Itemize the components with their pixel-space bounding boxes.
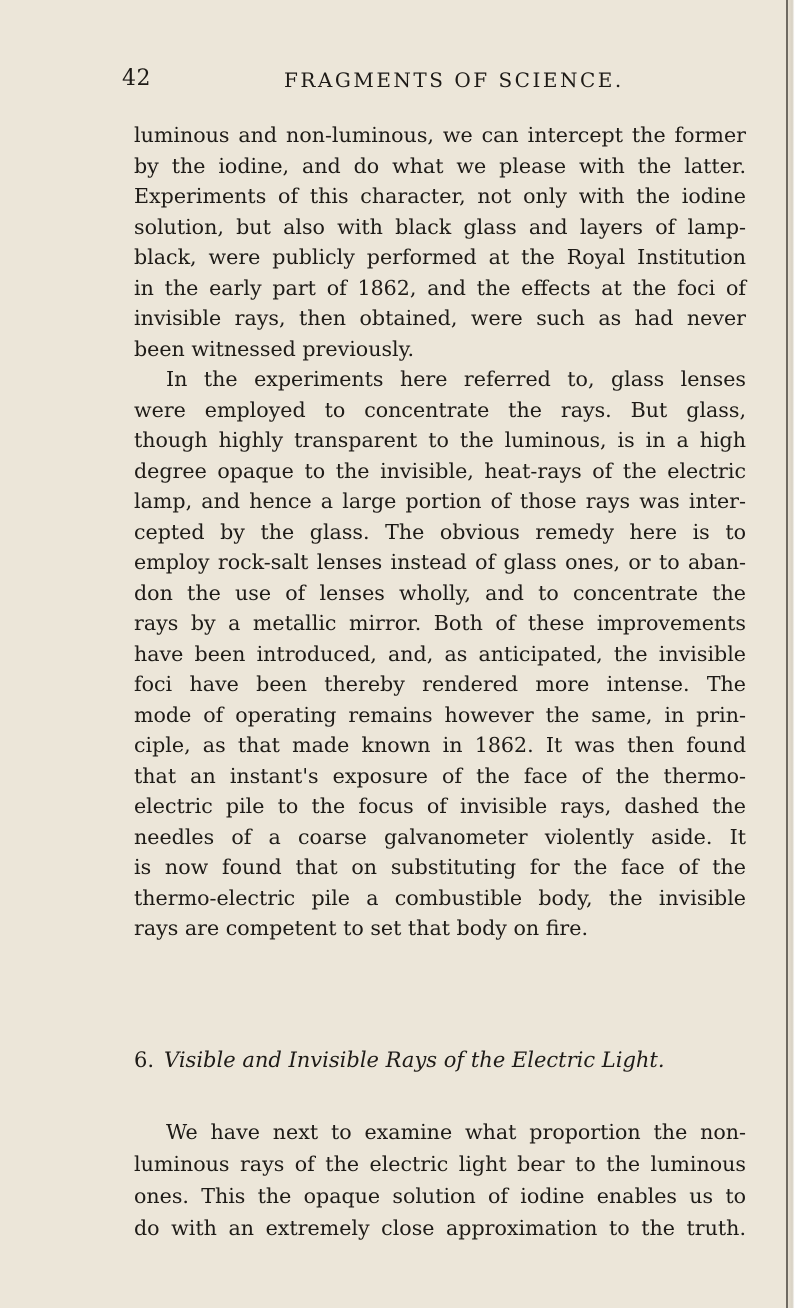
section-title: Visible and Invisible Rays of the Electric Light. — [164, 1048, 665, 1072]
text-line: that an instant's exposure of the face of the thermo- — [134, 763, 746, 788]
text-line: cepted by the glass. The obvious remedy here is to — [134, 519, 746, 544]
text-line: We have next to examine what proportion the non- — [166, 1120, 746, 1144]
text-line: lamp, and hence a large portion of those rays was inter- — [134, 489, 746, 513]
text-line: don the use of lenses wholly, and to concentrate the — [134, 580, 746, 605]
text-line: electric pile to the focus of invisible rays, dashed the — [134, 794, 746, 818]
text-line: ciple, as that made known in 1862. It was then found — [134, 733, 746, 757]
text-line: is now found that on substituting for the face of the — [134, 855, 746, 879]
text-line: do with an extremely close approximation to the truth. — [134, 1216, 746, 1240]
text-line: invisible rays, then obtained, were such as had never — [134, 306, 746, 330]
section-text — [134, 1116, 746, 1244]
section-heading — [134, 1043, 746, 1077]
page-number: 42 — [122, 66, 151, 91]
text-line: mode of operating remains however the same, in prin- — [134, 702, 746, 727]
page-edge — [786, 0, 800, 1308]
text-line: ones. This the opaque solution of iodine enables us to — [134, 1184, 746, 1208]
text-line: thermo-electric pile a combustible body, the invisible — [134, 885, 746, 910]
text-line: though highly transparent to the luminous, is in a high — [134, 428, 746, 452]
text-line: In the experiments here referred to, glass lenses — [166, 367, 746, 391]
main-text — [134, 120, 746, 944]
page-edge-shadow — [786, 0, 788, 1308]
text-line: degree opaque to the invisible, heat-rays of the electric — [134, 458, 746, 483]
text-line: by the iodine, and do what we please with the latter. — [134, 153, 746, 178]
text-line: solution, but also with black glass and layers of lamp- — [134, 214, 746, 239]
paragraph — [134, 1116, 746, 1244]
text-line: rays are competent to set that body on fire. — [134, 916, 589, 940]
text-line: needles of a coarse galvanometer violently aside. It — [134, 824, 746, 849]
running-head — [122, 66, 742, 96]
text-line: employ rock-salt lenses instead of glass ones, or to aban- — [134, 550, 746, 574]
paragraph — [134, 120, 746, 364]
text-line: luminous rays of the electric light bear to the luminous — [134, 1152, 746, 1176]
section-number: 6. — [134, 1048, 155, 1072]
text-line: in the early part of 1862, and the effects at the foci of — [134, 275, 746, 300]
paragraph — [134, 364, 746, 944]
text-line: have been introduced, and, as anticipated, the invisible — [134, 641, 746, 666]
text-line: luminous and non-luminous, we can intercept the former — [134, 123, 746, 147]
text-line: rays by a metallic mirror. Both of these improvements — [134, 611, 746, 635]
text-line: Experiments of this character, not only with the iodine — [134, 184, 746, 208]
text-line: foci have been thereby rendered more intense. The — [134, 672, 746, 696]
text-line: black, were publicly performed at the Royal Institution — [134, 245, 746, 269]
text-line: been witnessed previously. — [134, 336, 415, 361]
text-line: were employed to concentrate the rays. But glass, — [134, 397, 746, 422]
running-title: FRAGMENTS OF SCIENCE. — [284, 68, 624, 92]
